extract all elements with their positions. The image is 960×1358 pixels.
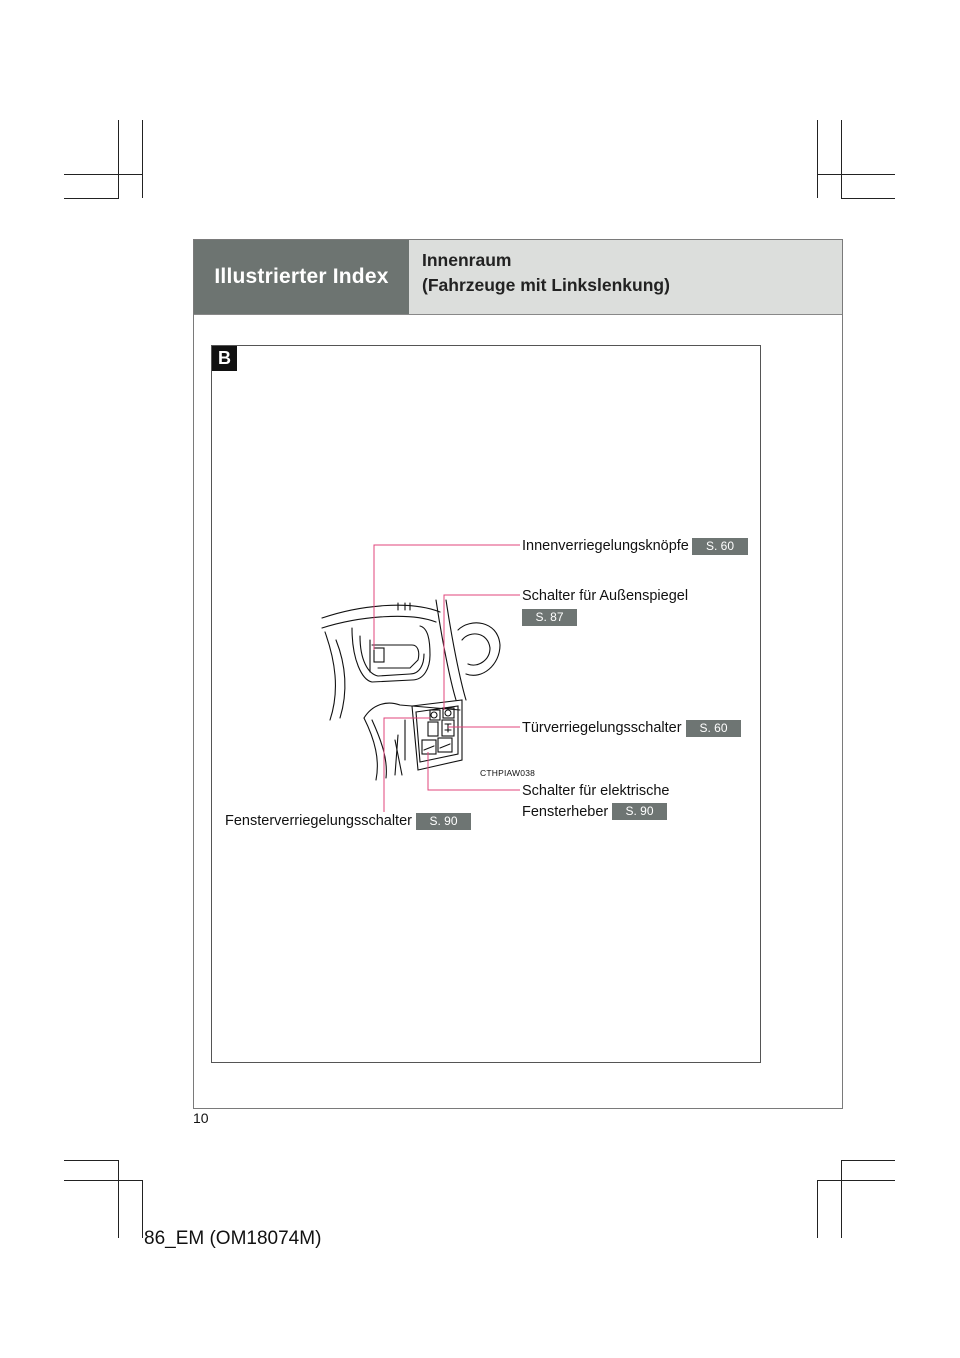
callout-label-door-lock-switch: Türverriegelungsschalter [522, 720, 682, 736]
page-ref-inner-lock-knobs[interactable]: S. 60 [692, 538, 748, 555]
callout-label-window-lock-switch: Fensterverriegelungsschalter [225, 813, 412, 829]
page-ref-power-window-switches[interactable]: S. 90 [612, 803, 667, 820]
callout-label-inner-lock-knobs: Innenverriegelungsknöpfe [522, 538, 689, 554]
page-subtitle: (Fahrzeuge mit Linkslenkung) [422, 275, 670, 295]
section-title: Illustrierter Index [214, 265, 389, 288]
callout-label-mirror-switch: Schalter für Außenspiegel [522, 588, 689, 604]
page-number: 10 [193, 1110, 209, 1126]
document-code: 86_EM (OM18074M) [144, 1228, 322, 1249]
callout-label-power-window-switches-line1: Schalter für elektrische [522, 783, 670, 799]
page-ref-door-lock-switch[interactable]: S. 60 [686, 720, 741, 737]
figure-code: CTHPIAW038 [480, 768, 536, 778]
section-badge: B [212, 346, 237, 371]
page-ref-mirror-switch[interactable]: S. 87 [522, 609, 577, 626]
page-title: Innenraum [422, 250, 512, 270]
page-ref-window-lock-switch[interactable]: S. 90 [416, 813, 471, 830]
callout-label-power-window-switches-line2: Fensterheber [522, 804, 609, 820]
